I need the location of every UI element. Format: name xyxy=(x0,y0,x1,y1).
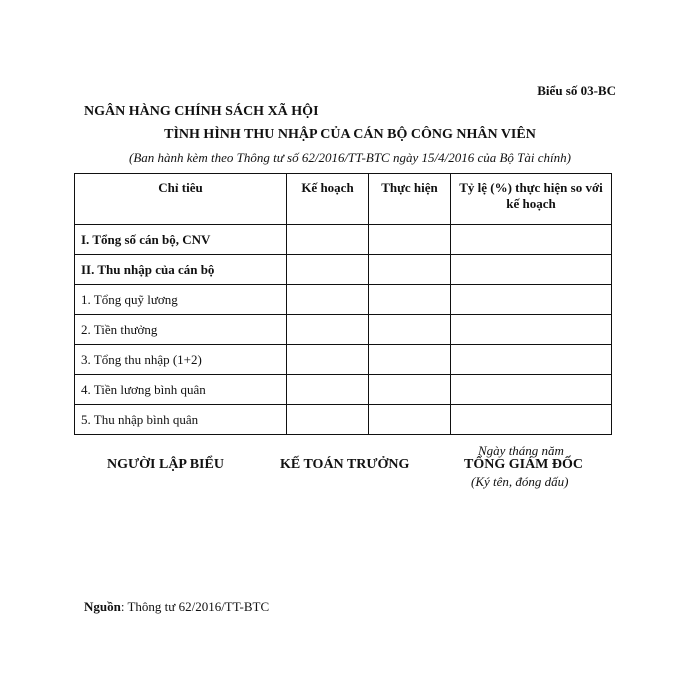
actual-cell xyxy=(369,285,451,315)
plan-cell xyxy=(287,225,369,255)
row-label: 3. Tổng thu nhập (1+2) xyxy=(75,345,287,375)
date-line: Ngày tháng năm xyxy=(478,443,564,458)
header-plan: Kế hoạch xyxy=(287,174,369,225)
director-signature-label: TỔNG GIÁM ĐỐC xyxy=(464,457,583,472)
row-label: 5. Thu nhập bình quân xyxy=(75,405,287,435)
plan-cell xyxy=(287,375,369,405)
table-row xyxy=(75,255,612,285)
source-note xyxy=(84,599,269,615)
ratio-cell xyxy=(451,405,612,435)
ratio-cell xyxy=(451,345,612,375)
ratio-cell xyxy=(451,315,612,345)
table-header-row xyxy=(75,174,612,225)
ratio-cell xyxy=(451,255,612,285)
actual-cell xyxy=(369,255,451,285)
plan-cell xyxy=(287,345,369,375)
table-row xyxy=(75,225,612,255)
plan-cell xyxy=(287,405,369,435)
row-label: 1. Tổng quỹ lương xyxy=(75,285,287,315)
actual-cell xyxy=(369,405,451,435)
plan-cell xyxy=(287,255,369,285)
source-text: : Thông tư 62/2016/TT-BTC xyxy=(120,599,270,614)
chief-accountant-signature-label: KẾ TOÁN TRƯỞNG xyxy=(280,457,410,472)
table-row xyxy=(75,285,612,315)
actual-cell xyxy=(369,345,451,375)
source-label: Nguồn xyxy=(84,599,121,614)
table-row xyxy=(75,375,612,405)
table-row xyxy=(75,345,612,375)
actual-cell xyxy=(369,375,451,405)
plan-cell xyxy=(287,285,369,315)
header-actual: Thực hiện xyxy=(369,174,451,225)
table-row xyxy=(75,315,612,345)
row-label: 2. Tiền thưởng xyxy=(75,315,287,345)
plan-cell xyxy=(287,315,369,345)
form-code: Biểu số 03-BC xyxy=(537,83,616,98)
report-subtitle: (Ban hành kèm theo Thông tư số 62/2016/TT-BTC ngày 15/4/2016 của Bộ Tài chính) xyxy=(129,150,571,165)
director-signature-note: (Ký tên, đóng dấu) xyxy=(471,474,569,489)
actual-cell xyxy=(369,225,451,255)
organization-name: NGÂN HÀNG CHÍNH SÁCH XÃ HỘI xyxy=(84,104,319,119)
actual-cell xyxy=(369,315,451,345)
row-label: II. Thu nhập của cán bộ xyxy=(75,255,287,285)
ratio-cell xyxy=(451,225,612,255)
ratio-cell xyxy=(451,285,612,315)
preparer-signature-label: NGƯỜI LẬP BIỂU xyxy=(107,457,224,472)
header-ratio: Tỷ lệ (%) thực hiện so với kế hoạch xyxy=(451,174,612,225)
row-label: I. Tổng số cán bộ, CNV xyxy=(75,225,287,255)
row-label: 4. Tiền lương bình quân xyxy=(75,375,287,405)
ratio-cell xyxy=(451,375,612,405)
income-table xyxy=(74,173,612,435)
header-indicator: Chỉ tiêu xyxy=(75,174,287,225)
report-title: TÌNH HÌNH THU NHẬP CỦA CÁN BỘ CÔNG NHÂN VIÊN xyxy=(164,127,536,142)
table-row xyxy=(75,405,612,435)
